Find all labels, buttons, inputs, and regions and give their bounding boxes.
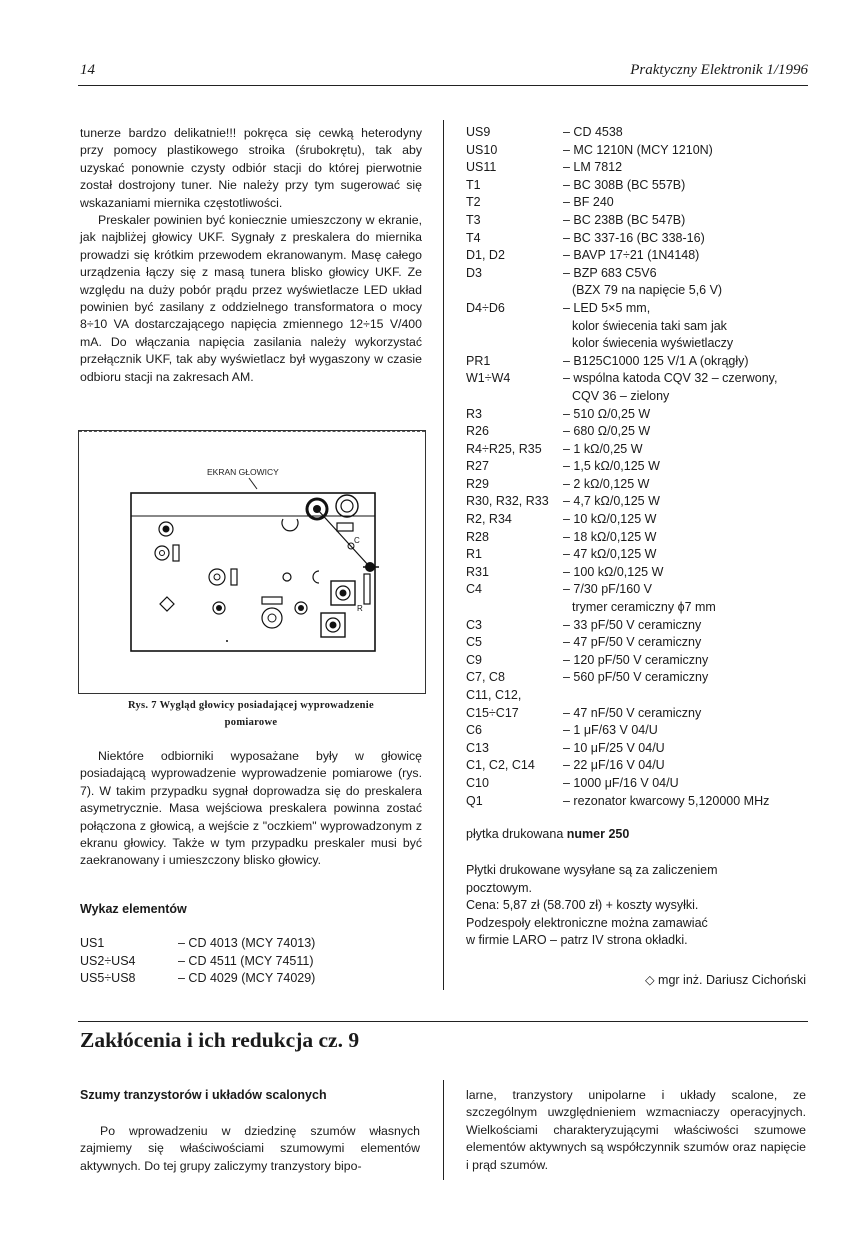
- parts-row: [466, 687, 811, 705]
- part-desc: (BZX 79 na napięcie 5,6 V): [572, 283, 723, 298]
- part-desc: – 33 pF/50 V ceramiczny: [563, 617, 702, 632]
- part-ref: US1: [80, 936, 105, 950]
- parts-row: [466, 757, 811, 775]
- part-desc: – 7/30 pF/160 V: [563, 582, 652, 597]
- parts-row: [466, 300, 811, 318]
- part-ref: US11: [466, 160, 497, 175]
- column-divider: [443, 1080, 444, 1180]
- header-rule: [78, 85, 808, 86]
- part-desc: – 1,5 kΩ/0,125 W: [563, 459, 660, 474]
- parts-list-left: [80, 935, 380, 988]
- part-ref: [466, 388, 563, 406]
- parts-row: [80, 953, 380, 971]
- part-desc: – CD 4511 (MCY 74511): [178, 953, 314, 968]
- part-desc: – 4,7 kΩ/0,125 W: [563, 494, 660, 509]
- part-ref: R30, R32, R33: [466, 494, 549, 509]
- parts-row: [466, 388, 811, 406]
- paragraph: Preskaler powinien być koniecznie umieszczony w ekranie, jak najbliżej głowicy UKF. Sygnały z preskalera do miernika prowadzi się krótkim przewodem ekranowanym. Masę całego urządzenia łączy się z masą tunera blisko głowicy UKF. Ze względu na duży pobór prądu przez wyświetlacze LED układ powinien być zasilany z oddzielnego transformatora o mocy 8÷10 VA dostarczającego napięcia zmiennego 12÷15 V/400 mA. Do włączania napięcia zasilania należy wykorzystać przełącznik UKF, tak aby wyświetlacz był wygaszony w czasie odbioru stacji na zakresach AM.: [80, 213, 422, 384]
- parts-row: [466, 282, 811, 300]
- part-ref: R3: [466, 406, 482, 421]
- part-ref: [466, 335, 563, 353]
- part-ref: T3: [466, 212, 481, 227]
- part-desc: kolor świecenia taki sam jak: [572, 318, 727, 333]
- parts-row: [466, 353, 811, 371]
- parts-row: [466, 230, 811, 248]
- part-desc: – CD 4013 (MCY 74013): [178, 936, 316, 950]
- part-ref: [466, 318, 563, 336]
- figure-rys-7: [78, 430, 426, 694]
- part-desc: – BAVP 17÷21 (1N4148): [563, 248, 700, 263]
- ordering-notes: Płytki drukowane wysyłane są za zaliczeniem pocztowym. Cena: 5,87 zł (58.700 zł) + koszty wysyłki. Podzespoły elektroniczne można zamawiać w firmie LARO – patrz IV strona okładki.: [466, 863, 718, 948]
- parts-row: [466, 529, 811, 547]
- author-signature: ◇ mgr inż. Dariusz Cichoński: [644, 973, 806, 987]
- parts-heading: Wykaz elementów: [80, 902, 187, 916]
- part-ref: [466, 282, 563, 300]
- parts-row: [466, 194, 811, 212]
- part-desc: – LED 5×5 mm,: [563, 300, 651, 315]
- part-ref: T4: [466, 230, 481, 245]
- part-desc: – 10 kΩ/0,125 W: [563, 512, 657, 527]
- part-desc: – BC 238B (BC 547B): [563, 212, 686, 227]
- paragraph: Niektóre odbiorniki wyposażane były w głowicę posiadającą wyprowadzenie wyprowadzenie pomiarowe (rys. 7). W takim przypadku sygnał doprowadza się do preskalera asymetrycznie. Masa wejściowa preskalera powinna zostać połączona z głowicą, a wejście z "oczkiem" wyprowadzonym z ekranu głowicy. Także w tym przypadku preskaler musi być zaekranowany i umieszczony blisko głowicy.: [80, 749, 422, 868]
- parts-row: [466, 669, 811, 687]
- part-desc: – BC 308B (BC 557B): [563, 177, 686, 192]
- part-ref: T1: [466, 177, 481, 192]
- part-ref: R26: [466, 424, 489, 439]
- part-ref: US10: [466, 142, 498, 157]
- parts-row: [466, 406, 811, 424]
- parts-row: [466, 634, 811, 652]
- parts-row: [466, 177, 811, 195]
- part-desc: – 120 pF/50 V ceramiczny: [563, 652, 709, 667]
- part-ref: C7, C8: [466, 670, 505, 685]
- part-desc: – B125C1000 125 V/1 A (okrągły): [563, 353, 749, 368]
- part-desc: – 680 Ω/0,25 W: [563, 424, 651, 439]
- parts-row: [466, 546, 811, 564]
- parts-row: [466, 652, 811, 670]
- part-desc: – rezonator kwarcowy 5,120000 MHz: [563, 793, 770, 808]
- part-desc: – 100 kΩ/0,125 W: [563, 564, 664, 579]
- part-desc: – 1000 μF/16 V 04/U: [563, 775, 679, 790]
- part-ref: T2: [466, 195, 481, 210]
- parts-row: [466, 511, 811, 529]
- part-desc: – BF 240: [563, 195, 614, 210]
- part-desc: – 22 μF/16 V 04/U: [563, 758, 665, 773]
- part-desc: – 1 kΩ/0,25 W: [563, 441, 643, 456]
- part-ref: US9: [466, 125, 491, 139]
- left-column-text-2: [80, 748, 422, 870]
- part-ref: [466, 599, 563, 617]
- part-ref: W1÷W4: [466, 371, 511, 386]
- part-desc: kolor świecenia wyświetlaczy: [572, 336, 734, 351]
- parts-row: [466, 335, 811, 353]
- part-desc: – 510 Ω/0,25 W: [563, 406, 651, 421]
- part-ref: US2÷US4: [80, 953, 136, 968]
- part-desc: – 1 μF/63 V 04/U: [563, 723, 658, 738]
- parts-row: [466, 124, 811, 142]
- part-ref: D4÷D6: [466, 300, 505, 315]
- part-desc: – 2 kΩ/0,125 W: [563, 476, 650, 491]
- svg-text:C: C: [354, 536, 360, 545]
- parts-row: [466, 599, 811, 617]
- part-desc: – CD 4538: [563, 125, 623, 139]
- part-desc: – 560 pF/50 V ceramiczny: [563, 670, 709, 685]
- parts-row: [466, 265, 811, 283]
- parts-row: [466, 318, 811, 336]
- part-desc: – LM 7812: [563, 160, 623, 175]
- parts-row: [466, 441, 811, 459]
- part-ref: C1, C2, C14: [466, 758, 535, 773]
- part-ref: C3: [466, 617, 482, 632]
- part-ref: D3: [466, 265, 482, 280]
- part-ref: C15÷C17: [466, 705, 519, 720]
- parts-row: [466, 476, 811, 494]
- part-ref: Q1: [466, 793, 483, 808]
- svg-text:R: R: [357, 604, 363, 613]
- parts-row: [466, 142, 811, 160]
- part-ref: R27: [466, 459, 489, 474]
- figure-caption: Rys. 7 Wygląd głowicy posiadającej wyprowadzenie pomiarowe: [127, 700, 374, 728]
- parts-row: [466, 212, 811, 230]
- parts-row: [466, 247, 811, 265]
- column-divider: [443, 120, 444, 990]
- part-ref: C10: [466, 775, 489, 790]
- article-column-1: Po wprowadzeniu w dziedzinę szumów własnych zajmiemy się właściwościami szumowymi elementów aktywnych. Do tej grupy zaliczymy tranzystory bipo-: [80, 1124, 420, 1173]
- part-ref: R2, R34: [466, 512, 512, 527]
- parts-row: [466, 493, 811, 511]
- parts-row: [466, 617, 811, 635]
- parts-row: [466, 159, 811, 177]
- part-desc: – CD 4029 (MCY 74029): [178, 971, 316, 986]
- part-desc: – 10 μF/25 V 04/U: [563, 740, 665, 755]
- parts-row: [466, 705, 811, 723]
- part-ref: R28: [466, 529, 489, 544]
- screen-label: EKRAN GŁOWICY: [207, 467, 279, 477]
- article-column-2: larne, tranzystory unipolarne i układy scalone, ze szczególnym uwzględnieniem wzmacniaczy operacyjnych. Wielkościami charakteryzującymi właściwości szumowe elementów aktywnych są współczynnik szumów oraz napięcie i prąd szumów.: [466, 1088, 806, 1172]
- left-column-text: [80, 125, 422, 386]
- part-desc: – MC 1210N (MCY 1210N): [563, 142, 713, 157]
- part-ref: US5÷US8: [80, 971, 136, 986]
- part-ref: C9: [466, 652, 482, 667]
- parts-row: [466, 793, 811, 811]
- part-ref: R1: [466, 547, 482, 562]
- article-subtitle: Szumy tranzystorów i układów scalonych: [80, 1088, 327, 1102]
- part-ref: C4: [466, 582, 482, 597]
- part-ref: R29: [466, 476, 489, 491]
- part-desc: – 47 pF/50 V ceramiczny: [563, 635, 702, 650]
- journal-title: Praktyczny Elektronik 1/1996: [630, 62, 808, 78]
- part-ref: C13: [466, 740, 489, 755]
- parts-row: [466, 458, 811, 476]
- parts-list-right: [466, 124, 811, 810]
- parts-row: [466, 423, 811, 441]
- part-ref: R4÷R25, R35: [466, 441, 542, 456]
- parts-row: [466, 564, 811, 582]
- article-title: Zakłócenia i ich redukcja cz. 9: [80, 1028, 360, 1052]
- parts-row: [466, 775, 811, 793]
- page-number: 14: [80, 62, 95, 78]
- part-desc: – 47 kΩ/0,125 W: [563, 547, 657, 562]
- part-desc: – BC 337-16 (BC 338-16): [563, 230, 705, 245]
- part-ref: PR1: [466, 353, 491, 368]
- part-ref: R31: [466, 564, 489, 579]
- tuner-head-drawing: [79, 431, 425, 693]
- part-desc: trymer ceramiczny ϕ7 mm: [572, 600, 716, 615]
- part-desc: – BZP 683 C5V6: [563, 265, 657, 280]
- part-ref: D1, D2: [466, 248, 505, 263]
- section-rule: [78, 1021, 808, 1022]
- part-desc: – 47 nF/50 V ceramiczny: [563, 705, 702, 720]
- part-desc: [563, 687, 811, 705]
- parts-row: [80, 935, 380, 953]
- paragraph: tunerze bardzo delikatnie!!! pokręca się cewką heterodyny przy pomocy plastikowego stroika (śrubokrętu), tak aby uzyskać ponownie czysty odbiór stacji do której pierwotnie został dostrojony tuner. Nie należy przy tym sugerować się wskazaniami miernika częstotliwości.: [80, 126, 422, 210]
- part-ref: C11, C12,: [466, 688, 522, 702]
- parts-row: [466, 740, 811, 758]
- part-ref: C5: [466, 635, 482, 650]
- pcb-line: płytka drukowana numer 250: [466, 827, 630, 841]
- part-desc: CQV 36 – zielony: [572, 388, 670, 403]
- parts-row: [466, 722, 811, 740]
- part-ref: C6: [466, 723, 482, 738]
- part-desc: – 18 kΩ/0,125 W: [563, 529, 657, 544]
- parts-row: [466, 581, 811, 599]
- part-desc: – wspólna katoda CQV 32 – czerwony,: [563, 371, 778, 386]
- parts-row: [80, 970, 380, 988]
- parts-row: [466, 370, 811, 388]
